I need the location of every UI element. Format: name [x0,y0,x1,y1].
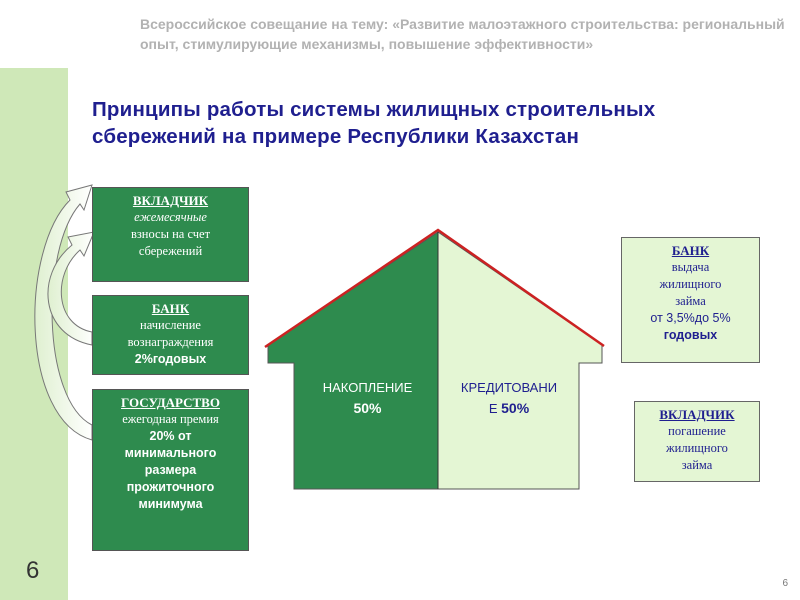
box-state-line-3: минимального [124,446,217,460]
house-right-half [438,232,602,489]
box-bank-loan [621,237,760,363]
box-depositor-line-3: сбережений [138,244,203,258]
box-depositor-repay-line-1: погашение [668,424,726,438]
conference-title: Всероссийское совещание на тему: «Развитие малоэтажного строительства: региональный опыт, стимулирующие механизмы, повышение эффективности» [140,16,785,52]
box-bank [92,295,249,375]
box-bank-line-2: вознаграждения [127,335,214,349]
box-bank-line-3: 2%годовых [134,352,207,366]
box-state [92,389,249,551]
house-right-label [440,378,578,419]
box-state-line-4: размера [144,463,197,477]
accumulation-label: НАКОПЛЕНИЕ [322,380,413,395]
box-depositor-line-1: ежемесячные [134,210,207,224]
crediting-label-1: КРЕДИТОВАНИ [460,380,558,395]
house-left-label [300,378,435,418]
box-depositor-line-2: взносы на счет [130,227,211,241]
box-depositor-repay-line-2: жилищного [666,441,728,455]
box-state-line-1: ежегодная премия [122,412,219,426]
box-depositor-head: ВКЛАДЧИК [132,193,209,208]
box-bank-loan-head: БАНК [671,243,710,258]
crediting-label-2: Е [488,401,498,416]
box-state-line-6: минимума [138,497,203,511]
box-bank-loan-line-2: жилищного [659,277,722,291]
accumulation-percent: 50% [353,400,382,416]
house-left-half [268,232,438,489]
crediting-percent: 50% [501,400,530,416]
box-bank-head: БАНК [151,301,190,316]
box-bank-loan-line-4: от 3,5%до 5% [650,311,731,325]
box-depositor-repay [634,401,760,482]
box-depositor-repay-head: ВКЛАДЧИК [659,407,735,422]
box-depositor-repay-line-3: займа [681,458,713,472]
box-bank-loan-line-1: выдача [671,260,710,274]
box-state-line-5: прожиточного [126,480,215,494]
box-bank-loan-line-3: займа [675,294,706,308]
box-bank-loan-line-5: годовых [663,328,718,342]
slide-number: 6 [26,557,40,584]
box-state-head: ГОСУДАРСТВО [121,395,220,410]
box-state-line-2: 20% от [149,429,192,443]
box-bank-line-1: начисление [140,318,201,332]
box-depositor [92,187,249,282]
slide-number-small: 6 [782,578,788,589]
slide-title: Принципы работы системы жилищных строительных сбережений на примере Республики Казахстан [92,98,656,148]
crediting-line-2 [440,398,578,419]
